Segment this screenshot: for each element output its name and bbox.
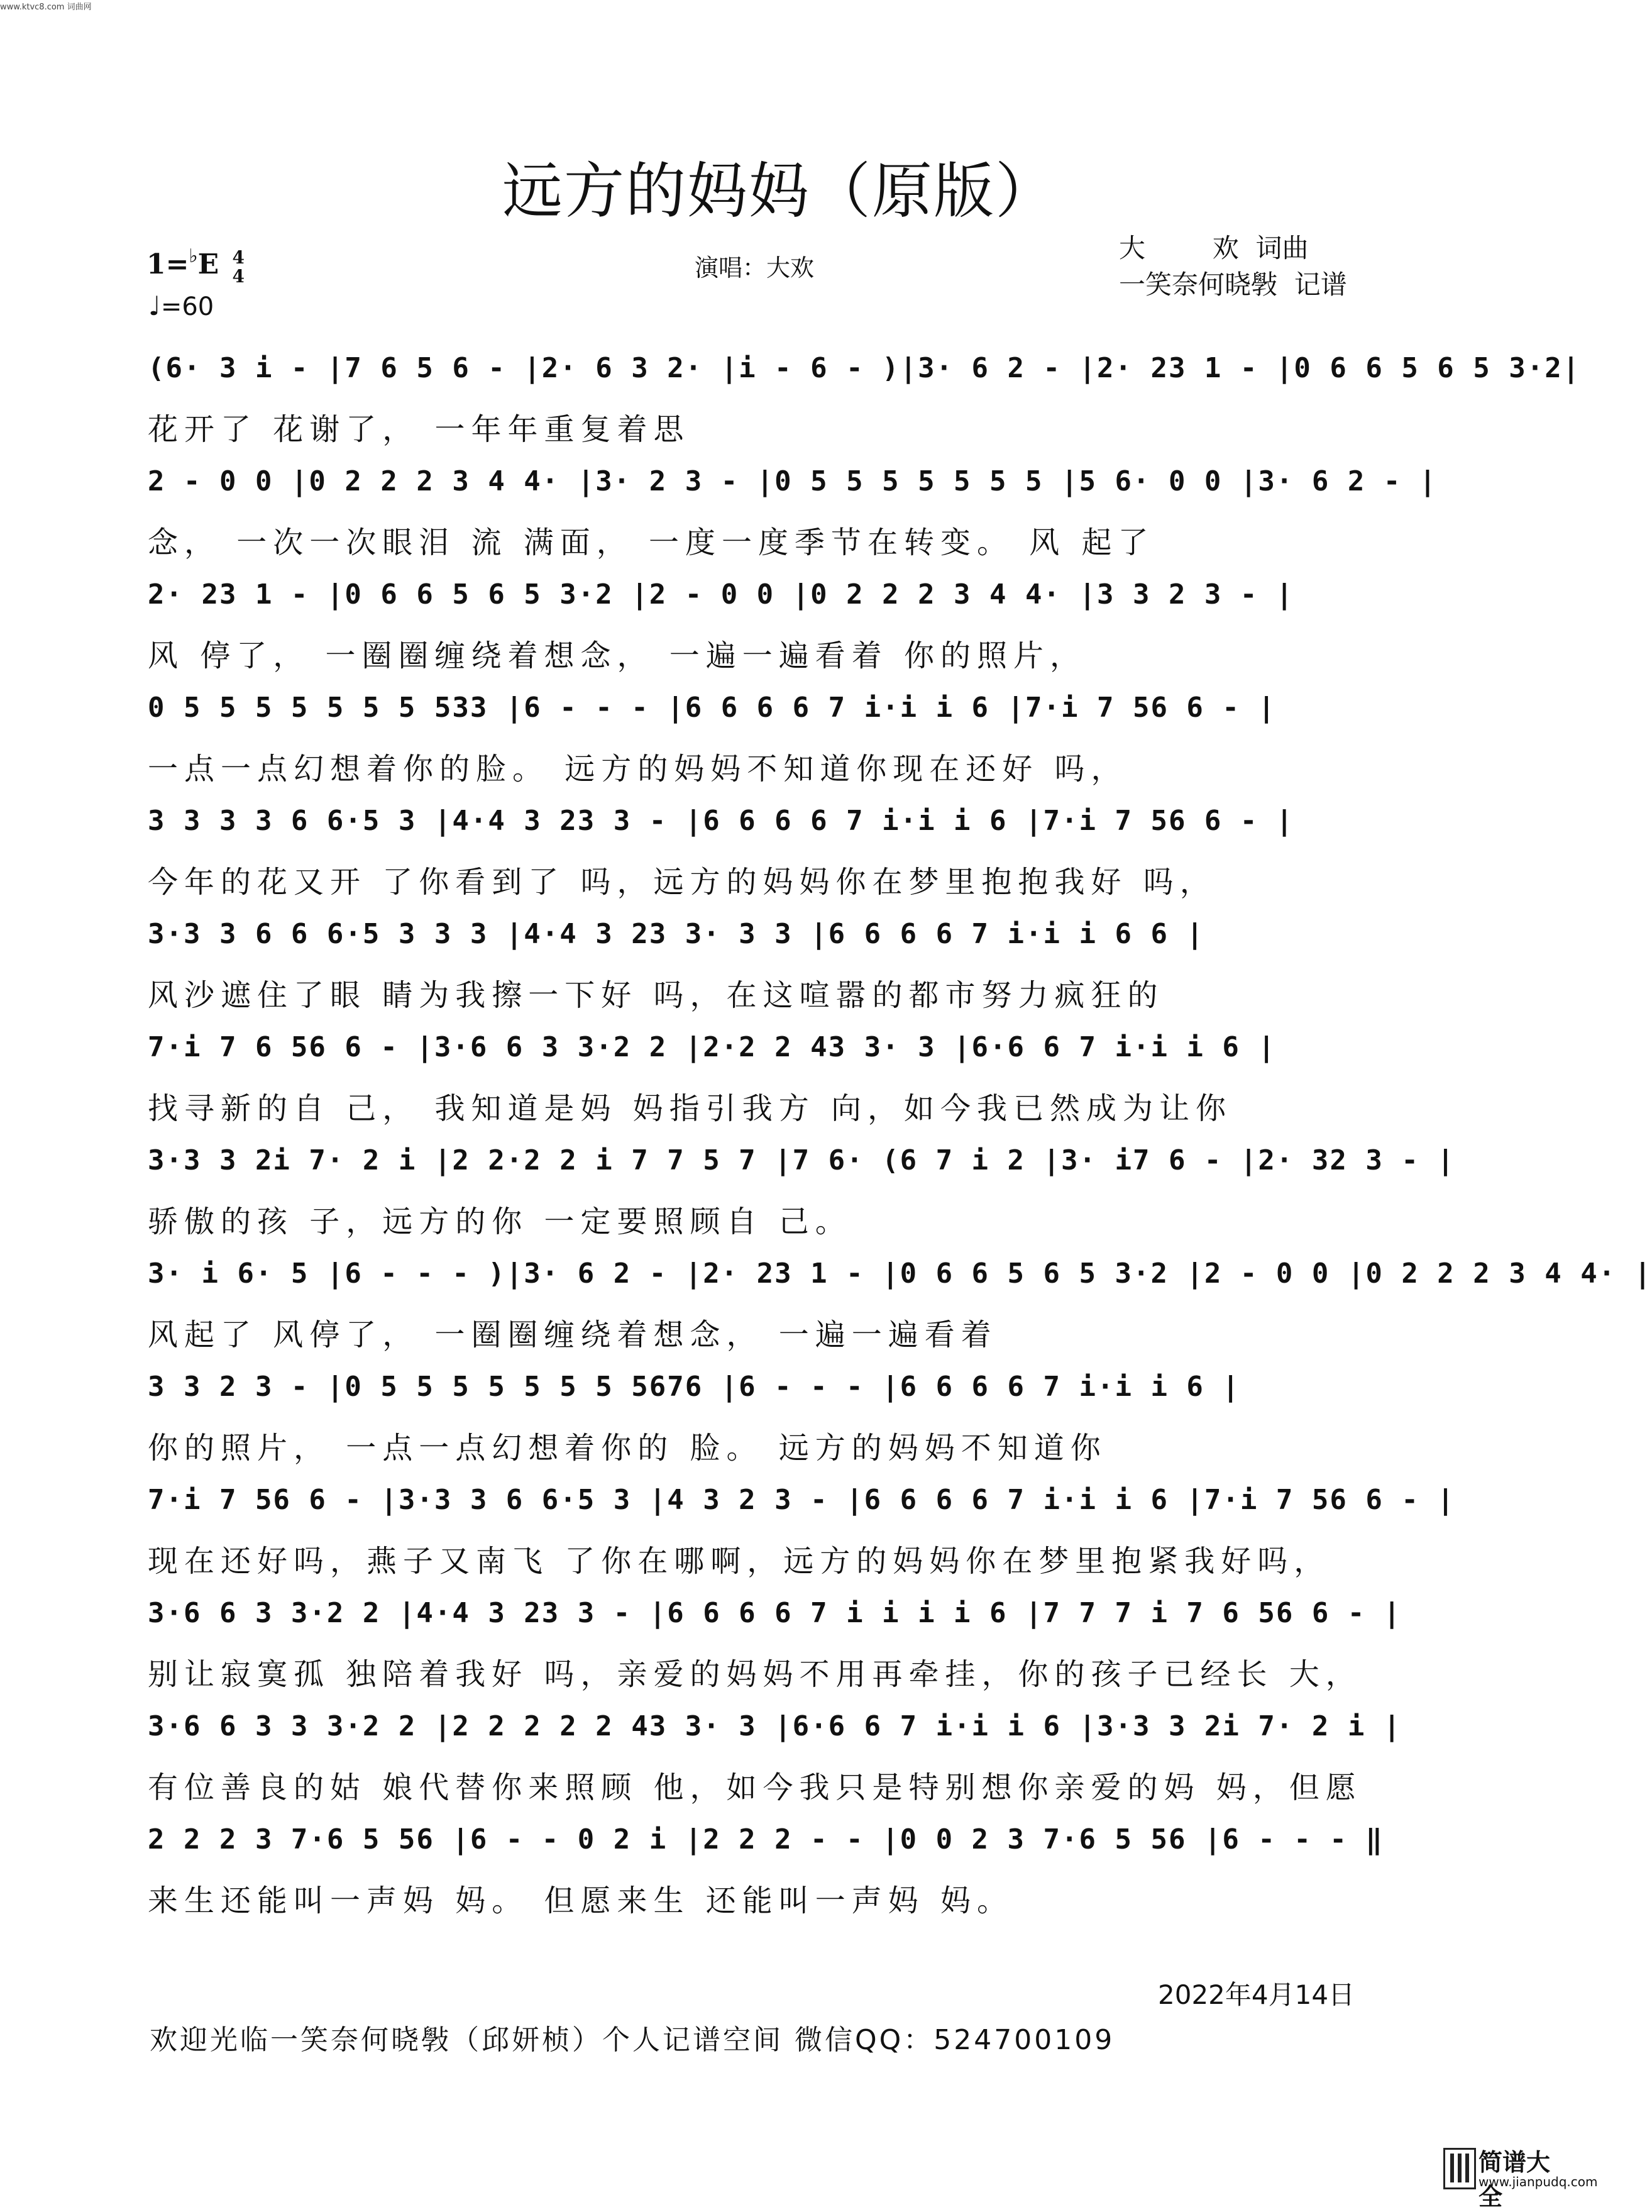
lyrics-line: 一点一点幻想着你的脸。 远方的妈妈不知道你现在还好 吗，	[148, 751, 1128, 787]
notation-line: 3· i 6· 5 |6 - - - )|3· 6 2 - |2· 23 1 - |0 6 6 5 6 5 3·2 |2 - 0 0 |0 2 2 2 3 4 4· |	[148, 1258, 1652, 1290]
site-logo[interactable]	[1443, 2143, 1598, 2211]
singer-credit: 演唱：大欢	[695, 254, 815, 282]
song-title: 远方的妈妈（原版）	[502, 156, 1057, 226]
score-row	[148, 1371, 1418, 1484]
lyrics-line: 风沙遮住了眼 睛为我擦一下好 吗，在这喧嚣的都市努力疯狂的	[148, 978, 1164, 1013]
notation-line: 0 5 5 5 5 5 5 5 533 |6 - - - |6 6 6 6 7 i·i i 6 |7·i 7 56 6 - |	[148, 692, 1276, 724]
lyrics-line: 来生还能叫一声妈 妈。 但愿来生 还能叫一声妈 妈。	[148, 1883, 1014, 1918]
notation-line: 2· 23 1 - |0 6 6 5 6 5 3·2 |2 - 0 0 |0 2 2 2 3 4 4· |3 3 2 3 - |	[148, 578, 1294, 611]
key-note: E	[197, 248, 219, 280]
lyrics-line: 别让寂寞孤 独陪着我好 吗，亲爱的妈妈不用再牵挂，你的孩子已经长 大，	[148, 1657, 1362, 1692]
notation-line: 3·3 3 6 6 6·5 3 3 3 |4·4 3 23 3· 3 3 |6 6 6 6 7 i·i i 6 6 |	[148, 918, 1204, 950]
lyrics-line: 现在还好吗，燕子又南飞 了你在哪啊，远方的妈妈你在梦里抱紧我好吗，	[148, 1544, 1331, 1579]
score-row	[148, 805, 1418, 918]
notation-line: 3·6 6 3 3 3·2 2 |2 2 2 2 2 43 3· 3 |6·6 6 7 i·i i 6 |3·3 3 2i 7· 2 i |	[148, 1710, 1402, 1742]
lyrics-line: 你的照片， 一点一点幻想着你的 脸。 远方的妈妈不知道你	[148, 1430, 1107, 1466]
notation-line: 3 3 2 3 - |0 5 5 5 5 5 5 5 5676 |6 - - - |6 6 6 6 7 i·i i 6 |	[148, 1371, 1240, 1403]
score-row	[148, 465, 1438, 578]
score-row	[148, 1031, 1418, 1144]
time-signature-bottom: 4	[232, 266, 245, 287]
score-row	[148, 1710, 1418, 1823]
key-signature	[146, 245, 245, 286]
lyrics-line: 骄傲的孩 子，远方的你 一定要照顾自 己。	[148, 1204, 852, 1239]
score-row	[148, 352, 1581, 465]
notation-line: 7·i 7 6 56 6 - |3·6 6 3 3·2 2 |2·2 2 43 3· 3 |6·6 6 7 i·i i 6 |	[148, 1031, 1276, 1063]
transcriber-credit: 一笑奈何晓斅 记谱	[1119, 269, 1347, 300]
quarter-note-icon: ♩	[148, 290, 161, 321]
score-row	[148, 1144, 1455, 1258]
lyrics-line: 找寻新的自 己， 我知道是妈 妈指引我方 向，如今我已然成为让你	[148, 1091, 1233, 1126]
footer-note: 欢迎光临一笑奈何晓斅（邱妍桢）个人记谱空间 微信QQ：524700109	[150, 2024, 1115, 2056]
lyrics-line: 念， 一次一次眼泪 流 满面， 一度一度季节在转变。 风 起了	[148, 525, 1155, 560]
logo-url: www.jianpudq.com	[1479, 2174, 1598, 2189]
notation-line: 3 3 3 3 6 6·5 3 |4·4 3 23 3 - |6 6 6 6 7 i·i i 6 |7·i 7 56 6 - |	[148, 805, 1294, 837]
notation-line: 2 - 0 0 |0 2 2 2 3 4 4· |3· 2 3 - |0 5 5 5 5 5 5 5 |5 6· 0 0 |3· 6 2 - |	[148, 465, 1438, 497]
key-prefix: 1=	[146, 248, 189, 280]
time-signature	[233, 248, 245, 286]
lyrics-line: 今年的花又开 了你看到了 吗，远方的妈妈你在梦里抱抱我好 吗，	[148, 865, 1216, 900]
notation-line: 3·3 3 2i 7· 2 i |2 2·2 2 i 7 7 5 7 |7 6· (6 7 i 2 |3· i7 6 - |2· 32 3 - |	[148, 1144, 1455, 1176]
notation-line: (6· 3 i - |7 6 5 6 - |2· 6 3 2· |i - 6 - )|3· 6 2 - |2· 23 1 - |0 6 6 5 6 5 3·2|	[148, 352, 1581, 384]
tempo-value: =60	[160, 292, 214, 321]
notation-line: 2 2 2 3 7·6 5 56 |6 - - 0 2 i |2 2 2 - - |0 0 2 3 7·6 5 56 |6 - - - ‖	[148, 1823, 1384, 1855]
score-row	[148, 1823, 1418, 1937]
score-row	[148, 1258, 1652, 1371]
site-watermark: www.ktvc8.com 词曲网	[0, 3, 92, 12]
score-row	[148, 578, 1418, 692]
lyrics-line: 花开了 花谢了， 一年年重复着思	[148, 412, 690, 447]
lyrics-line: 风 停了， 一圈圈缠绕着想念， 一遍一遍看着 你的照片，	[148, 638, 1087, 673]
lyrics-line: 风起了 风停了， 一圈圈缠绕着想念， 一遍一遍看着	[148, 1317, 998, 1352]
score-row	[148, 1597, 1418, 1710]
time-signature-top: 4	[232, 247, 245, 268]
lyrics-line: 有位善良的姑 娘代替你来照顾 他，如今我只是特别想你亲爱的妈 妈，但愿	[148, 1770, 1362, 1805]
lyrics-music-credit: 大 欢 词曲	[1119, 233, 1309, 263]
piano-keys-icon	[1443, 2148, 1476, 2189]
tempo-marking	[148, 290, 214, 321]
score-row	[148, 918, 1418, 1031]
score-row	[148, 1484, 1455, 1597]
logo-title: 简谱大全	[1479, 2148, 1551, 2211]
transcription-date: 2022年4月14日	[1158, 1979, 1355, 2010]
notation-line: 3·6 6 3 3·2 2 |4·4 3 23 3 - |6 6 6 6 7 i i i i 6 |7 7 7 i 7 6 56 6 - |	[148, 1597, 1402, 1629]
score-row	[148, 692, 1418, 805]
notation-line: 7·i 7 56 6 - |3·3 3 6 6·5 3 |4 3 2 3 - |6 6 6 6 7 i·i i 6 |7·i 7 56 6 - |	[148, 1484, 1455, 1516]
flat-symbol: ♭	[189, 245, 198, 267]
